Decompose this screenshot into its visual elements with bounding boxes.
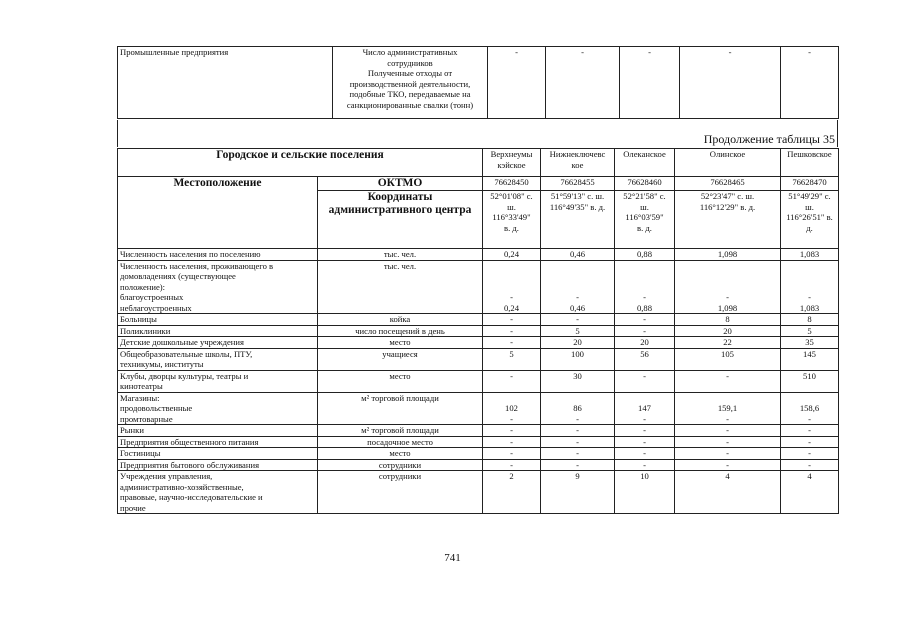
table-row	[118, 337, 839, 349]
table-row	[118, 314, 839, 326]
table-cell: -	[615, 370, 675, 392]
table-cell: -	[620, 47, 680, 119]
table-cell: -	[615, 314, 675, 326]
table-cell: 0,24	[483, 249, 541, 261]
table-cell: 105	[675, 348, 781, 370]
table-cell: 5	[781, 325, 839, 337]
row-unit: м² торговой площади	[318, 425, 483, 437]
row-label: Больницы	[118, 314, 318, 326]
row-label: Рынки	[118, 425, 318, 437]
oktmo-code: 76628460	[615, 177, 675, 191]
row-unit: число посещений в день	[318, 325, 483, 337]
table-cell: -	[781, 425, 839, 437]
table-cell: -	[483, 459, 541, 471]
table-row	[118, 249, 839, 261]
table-cell: 102 -	[483, 392, 541, 425]
column-header: Олинское	[675, 149, 781, 177]
table-cell: 4	[675, 471, 781, 514]
coords-cell: 52°01'08" с. ш. 116°33'49" в. д.	[483, 191, 541, 249]
row-unit: место	[318, 337, 483, 349]
oktmo-code: 76628450	[483, 177, 541, 191]
row-label: Гостиницы	[118, 448, 318, 460]
row-unit: тыс. чел.	[318, 260, 483, 314]
table-cell: -	[675, 459, 781, 471]
row-label: Предприятия бытового обслуживания	[118, 459, 318, 471]
table-cell: -	[483, 436, 541, 448]
table-cell: 9	[541, 471, 615, 514]
continuation-caption: Продолжение таблицы 35	[117, 120, 838, 147]
table-cell: -	[675, 370, 781, 392]
row-label: Поликлиники	[118, 325, 318, 337]
row-label: Предприятия общественного питания	[118, 436, 318, 448]
row-unit: сотрудники	[318, 459, 483, 471]
table-cell: -	[615, 325, 675, 337]
row-unit: койка	[318, 314, 483, 326]
table-cell: 20	[675, 325, 781, 337]
column-header: Верхнеумы кэйское	[483, 149, 541, 177]
row-unit: учащиеся	[318, 348, 483, 370]
table-row	[118, 436, 839, 448]
table-cell: 159,1 -	[675, 392, 781, 425]
table-cell: 8	[781, 314, 839, 326]
table-cell: 147 -	[615, 392, 675, 425]
top-table	[117, 46, 839, 119]
row-label: Детские дошкольные учреждения	[118, 337, 318, 349]
oktmo-label: ОКТМО	[318, 177, 483, 191]
table-cell: -	[546, 47, 620, 119]
table-cell: 56	[615, 348, 675, 370]
table-cell: -	[675, 425, 781, 437]
table-cell: -	[781, 47, 839, 119]
oktmo-code: 76628465	[675, 177, 781, 191]
table-cell: 22	[675, 337, 781, 349]
row-unit: место	[318, 448, 483, 460]
table-cell: 5	[483, 348, 541, 370]
row-unit: сотрудники	[318, 471, 483, 514]
table-cell: - 1,083	[781, 260, 839, 314]
coords-cell: 52°21'58" с. ш. 116°03'59" в. д.	[615, 191, 675, 249]
table-cell: -	[483, 314, 541, 326]
column-header: Пешковское	[781, 149, 839, 177]
table-cell: - 1,098	[675, 260, 781, 314]
row-label: Учреждения управления, административно-хозяйственные, правовые, научно-исследовательские и прочие	[118, 471, 318, 514]
table-cell: 0,46	[541, 249, 615, 261]
table-cell: -	[675, 436, 781, 448]
row-label: Промышленные предприятия	[118, 47, 333, 119]
table-cell: - 0,46	[541, 260, 615, 314]
table-cell: 4	[781, 471, 839, 514]
table-cell: -	[483, 325, 541, 337]
column-header: Олеканское	[615, 149, 675, 177]
table-cell: 1,083	[781, 249, 839, 261]
table-cell: -	[541, 436, 615, 448]
table-cell: -	[483, 425, 541, 437]
table-cell: -	[615, 459, 675, 471]
row-label: Общеобразовательные школы, ПТУ, техникумы, институты	[118, 348, 318, 370]
table-row	[118, 459, 839, 471]
row-label: Клубы, дворцы культуры, театры и кинотеатры	[118, 370, 318, 392]
table-cell: 35	[781, 337, 839, 349]
table-cell: -	[541, 448, 615, 460]
table-row	[118, 425, 839, 437]
table-row	[118, 260, 839, 314]
table-row	[118, 47, 839, 119]
table-cell: -	[483, 448, 541, 460]
page-number: 741	[444, 552, 461, 564]
table-cell: 510	[781, 370, 839, 392]
table-row	[118, 325, 839, 337]
oktmo-code: 76628470	[781, 177, 839, 191]
settlements-title: Городское и сельские поселения	[118, 149, 483, 177]
table-row	[118, 448, 839, 460]
table-cell: -	[680, 47, 781, 119]
table-cell: -	[541, 314, 615, 326]
table-cell: 1,098	[675, 249, 781, 261]
table-cell: -	[541, 459, 615, 471]
coords-cell: 51°59'13" с. ш. 116°49'35" в. д.	[541, 191, 615, 249]
table-cell: -	[483, 370, 541, 392]
table-cell: 30	[541, 370, 615, 392]
coords-cell: 52°23'47" с. ш. 116°12'29" в. д.	[675, 191, 781, 249]
table-cell: 8	[675, 314, 781, 326]
row-label: Численность населения, проживающего в домовладениях (существующее положение): благоустроенных неблагоустроенных	[118, 260, 318, 314]
table-cell: 20	[541, 337, 615, 349]
coords-cell: 51°49'29" с. ш. 116°26'51" в. д.	[781, 191, 839, 249]
location-label: Местоположение	[118, 177, 318, 249]
coords-label: Координаты административного центра	[318, 191, 483, 249]
table-cell: 0,88	[615, 249, 675, 261]
table-cell: 20	[615, 337, 675, 349]
table-cell: -	[615, 436, 675, 448]
table-cell: 2	[483, 471, 541, 514]
row-label: Численность населения по поселению	[118, 249, 318, 261]
row-unit: м² торговой площади	[318, 392, 483, 425]
table-cell: -	[781, 448, 839, 460]
settlements-table	[117, 148, 839, 514]
row-unit: посадочное место	[318, 436, 483, 448]
row-label: Магазины: продовольственные промтоварные	[118, 392, 318, 425]
table-cell: 5	[541, 325, 615, 337]
table-cell: -	[615, 448, 675, 460]
column-header: Нижнеключевс кое	[541, 149, 615, 177]
table-cell: 86 -	[541, 392, 615, 425]
table-cell: -	[541, 425, 615, 437]
table-cell: 145	[781, 348, 839, 370]
table-cell: - 0,88	[615, 260, 675, 314]
table-row	[118, 370, 839, 392]
header-row-oktmo	[118, 177, 839, 191]
table-cell: -	[615, 425, 675, 437]
row-unit: тыс. чел.	[318, 249, 483, 261]
row-unit: место	[318, 370, 483, 392]
table-cell: - 0,24	[483, 260, 541, 314]
table-row	[118, 392, 839, 425]
table-cell: -	[781, 459, 839, 471]
table-cell: -	[675, 448, 781, 460]
table-cell: 100	[541, 348, 615, 370]
header-row-names	[118, 149, 839, 177]
table-cell: 10	[615, 471, 675, 514]
row-unit: Число административных сотрудников Полученные отходы от производственной деятельности, подобные ТКО, передаваемые на санкционированные свалки (тонн)	[333, 47, 488, 119]
table-row	[118, 348, 839, 370]
table-cell: -	[781, 436, 839, 448]
table-cell: -	[483, 337, 541, 349]
table-cell: -	[488, 47, 546, 119]
table-cell: 158,6 -	[781, 392, 839, 425]
oktmo-code: 76628455	[541, 177, 615, 191]
table-row	[118, 471, 839, 514]
